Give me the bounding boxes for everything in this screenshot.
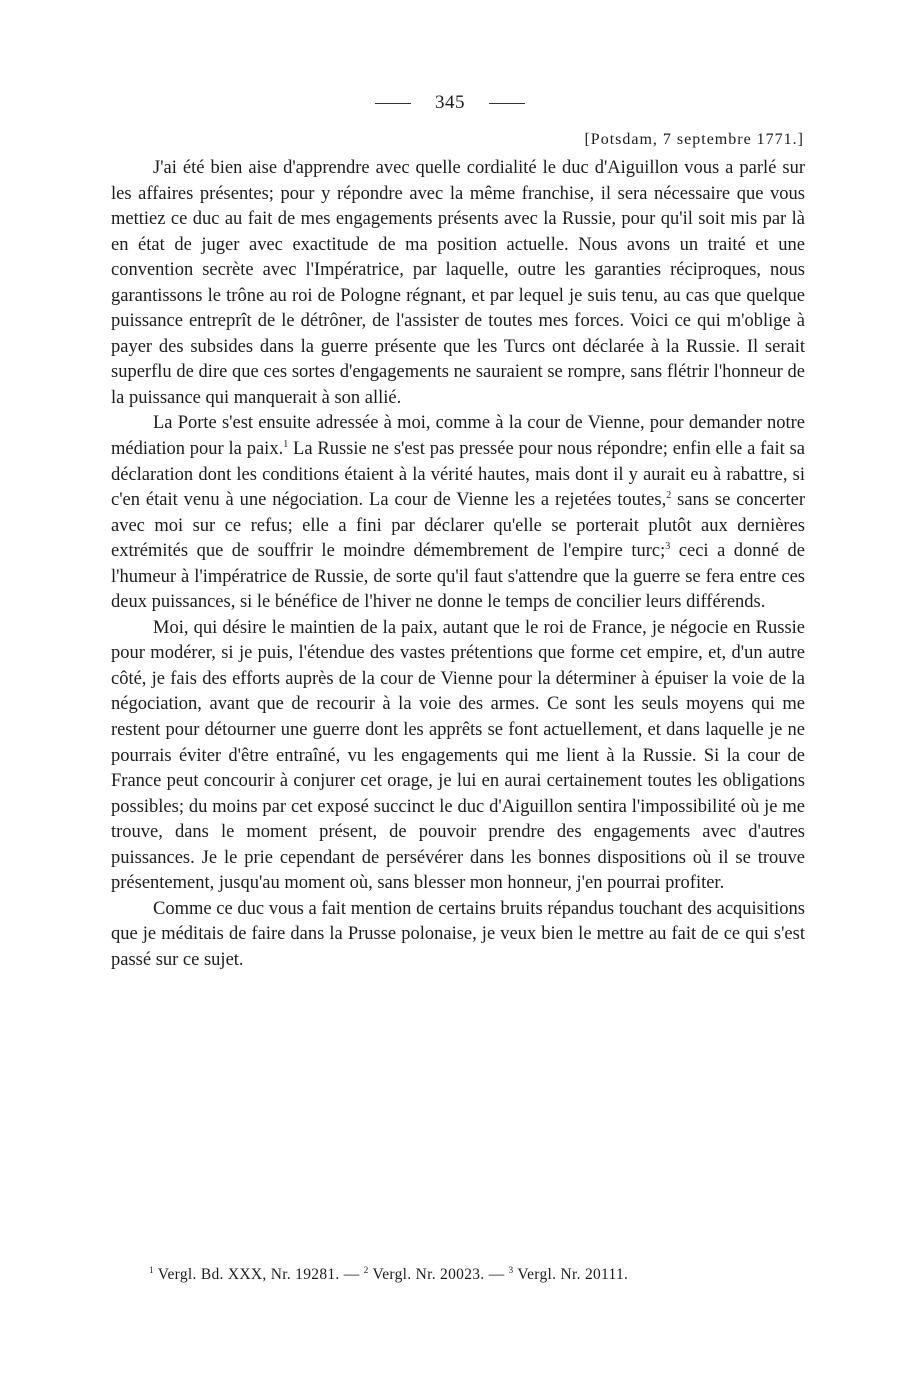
footnote-ref: 3 [665,541,671,553]
paragraph-text: Comme ce duc vous a fait mention de certains bruits répandus touchant des acquisitions que je méditais de faire dans la Prusse polonaise, je veux bien le mettre au fait de ce qui s'est passé sur ce sujet. [111,898,805,970]
footnote-text: Vergl. Nr. 20023. — [368,1266,509,1283]
footnote [509,1266,629,1283]
paragraph-text: J'ai été bien aise d'apprendre avec quelle cordialité le duc d'Aiguillon vous a parlé sur les affaires présentes; pour y répondre avec la même franchise, il sera nécessaire que vous mettiez ce duc au fait de mes engagements présents avec la Russie, pour qu'il soit mis par là en état de juger avec exactitude de ma position actuelle. Nous avons un traité et une convention secrète avec l'Impératrice, par laquelle, outre les garanties réciproques, nous garantissons le trône au roi de Pologne régnant, et par lequel je suis tenu, au cas que quelque puissance entreprît de le détrôner, de l'assister de toutes mes forces. Voici ce qui m'oblige à payer des subsides dans la guerre présente que les Turcs ont déclarée à la Russie. Il serait superflu de dire que ces sortes d'engagements ne sauraient se rompre, sans flétrir l'honneur de la puissance qui manquerait à son allié. [111,158,805,408]
paragraph [111,411,805,615]
header-rule-right [489,103,525,104]
footnote-text: Vergl. Nr. 20111. [513,1266,629,1283]
letter-body [111,156,805,974]
footnote-marker: 2 [363,1265,369,1275]
footnote [364,1266,509,1283]
paragraph-text: La Russie ne s'est pas pressée pour nous répondre; enfin elle a fait sa déclaration dont les conditions étaient à la vérité hautes, mais dont il y aurait eu à rabattre, si c'en était venu à une négociation. La cour de Vienne les a rejetées toutes, [111,439,805,511]
paragraph [111,897,805,974]
footnote-ref: 2 [666,490,672,502]
page-header [0,88,900,118]
paragraph [111,156,805,411]
header-rule-left [375,103,411,104]
footnote-ref: 1 [283,439,289,451]
paragraph-text: La Porte s'est ensuite adressée à moi, comme à la cour de Vienne, pour demander notre médiation pour la paix. [111,413,805,460]
paragraph-text: sans se concerter avec moi sur ce refus; elle a fini par déclarer qu'elle se porterait plutôt aux dernières extrémités que de souffrir le moindre démembrement de l'empire turc; [111,490,806,562]
paragraph-text: Moi, qui désire le maintien de la paix, autant que le roi de France, je négocie en Russie pour modérer, si je puis, l'étendue des vastes prétentions que forme cet empire, et, d'un autre côté, je fais des efforts auprès de la cour de Vienne pour la déterminer à épuiser la voie de la négociation, avant que de recourir à la voie des armes. Ce sont les seuls moyens qui me restent pour détourner une guerre dont les apprêts se font actuellement, et dans laquelle je ne pourrais éviter d'être entraîné, vu les engagements qui me lient à la Russie. Si la cour de France peut concourir à conjurer cet orage, je lui en aurai certainement toutes les obligations possibles; du moins par cet exposé succinct le duc d'Aiguillon sentira l'impossibilité où je me trouve, dans le moment présent, de pouvoir prendre des engagements avec d'autres puissances. Je le prie cependant de persévérer dans les bonnes dispositions où il se trouve présentement, jusqu'au moment où, sans blesser mon honneur, j'en pourrai profiter. [111,617,805,894]
dateline: [Potsdam, 7 septembre 1771.] [584,131,804,148]
paragraph-text: ceci a donné de l'humeur à l'impératrice de Russie, de sorte qu'il faut s'attendre que la guerre se fera entre ces deux puissances, si le bénéfice de l'hiver ne donne le temps de concilier leurs différends. [111,541,805,613]
footnote-marker: 1 [149,1265,154,1275]
footnote-text: Vergl. Bd. XXX, Nr. 19281. — [153,1266,364,1283]
footnotes [149,1266,809,1284]
footnote-marker: 3 [508,1265,514,1275]
page-number: 345 [435,92,465,113]
paragraph [111,616,805,897]
footnote [149,1266,364,1283]
